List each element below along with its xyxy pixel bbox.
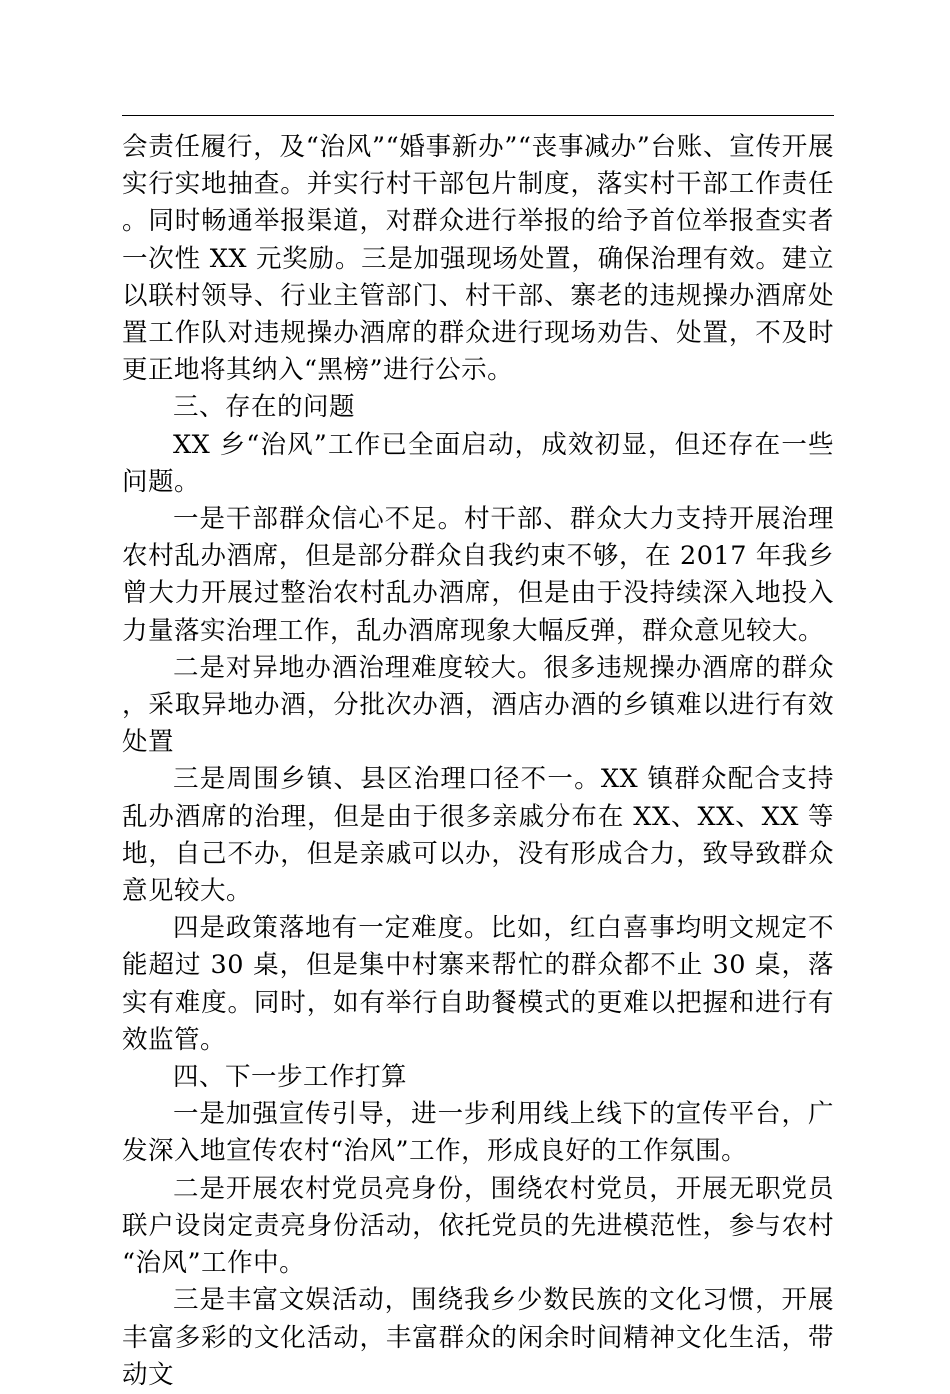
header-rule	[122, 115, 834, 116]
paragraph-3: XX 乡“治风”工作已全面启动，成效初显，但还存在一些问题。	[122, 429, 834, 497]
paragraph-7: 四是政策落地有一定难度。比如，红白喜事均明文规定不能超过 30 桌，但是集中村寨来帮忙的群众都不止 30 桌，落实有难度。同时，如有举行自助餐模式的更难以把握和进行有效监管。	[122, 913, 834, 1055]
paragraph-9: 一是加强宣传引导，进一步利用线上线下的宣传平台，广发深入地宣传农村“治风”工作，形成良好的工作氛围。	[122, 1099, 834, 1167]
paragraph-11: 三是丰富文娱活动，围绕我乡少数民族的文化习惯，开展丰富多彩的文化活动，丰富群众的闲余时间精神文化生活，带动文	[122, 1285, 834, 1390]
section-heading-next-steps: 四、下一步工作打算	[173, 1062, 408, 1093]
paragraph-6: 三是周围乡镇、县区治理口径不一。XX 镇群众配合支持乱办酒席的治理，但是由于很多亲戚分布在 XX、XX、XX 等地，自己不办，但是亲戚可以办，没有形成合力，致导致群众意见较大。	[122, 764, 834, 907]
paragraph-4: 一是干部群众信心不足。村干部、群众大力支持开展治理农村乱办酒席，但是部分群众自我约束不够，在 2017 年我乡曾大力开展过整治农村乱办酒席，但是由于没持续深入地投入力量落实治理工作，乱办酒席现象大幅反弹，群众意见较大。	[122, 504, 834, 646]
document-body	[122, 129, 834, 1394]
paragraph-1: 会责任履行，及“治风”“婚事新办”“丧事减办”台账、宣传开展实行实地抽查。并实行村干部包片制度，落实村干部工作责任。同时畅通举报渠道，对群众进行举报的给予首位举报查实者一次性 XX 元奖励。三是加强现场处置，确保治理有效。建立以联村领导、行业主管部门、村干部、寨老的违规操办酒席处置工作队对违规操办酒席的群众进行现场劝告、处置，不及时更正地将其纳入“黑榜”进行公示。	[122, 132, 834, 386]
paragraph-10: 二是开展农村党员亮身份，围绕农村党员，开展无职党员联户设岗定责亮身份活动，依托党员的先进模范性，参与农村“治风”工作中。	[122, 1173, 834, 1279]
paragraph-5: 二是对异地办酒治理难度较大。很多违规操办酒席的群众，采取异地办酒，分批次办酒，酒店办酒的乡镇难以进行有效处置	[122, 652, 834, 758]
section-heading-problems: 三、存在的问题	[173, 392, 356, 423]
